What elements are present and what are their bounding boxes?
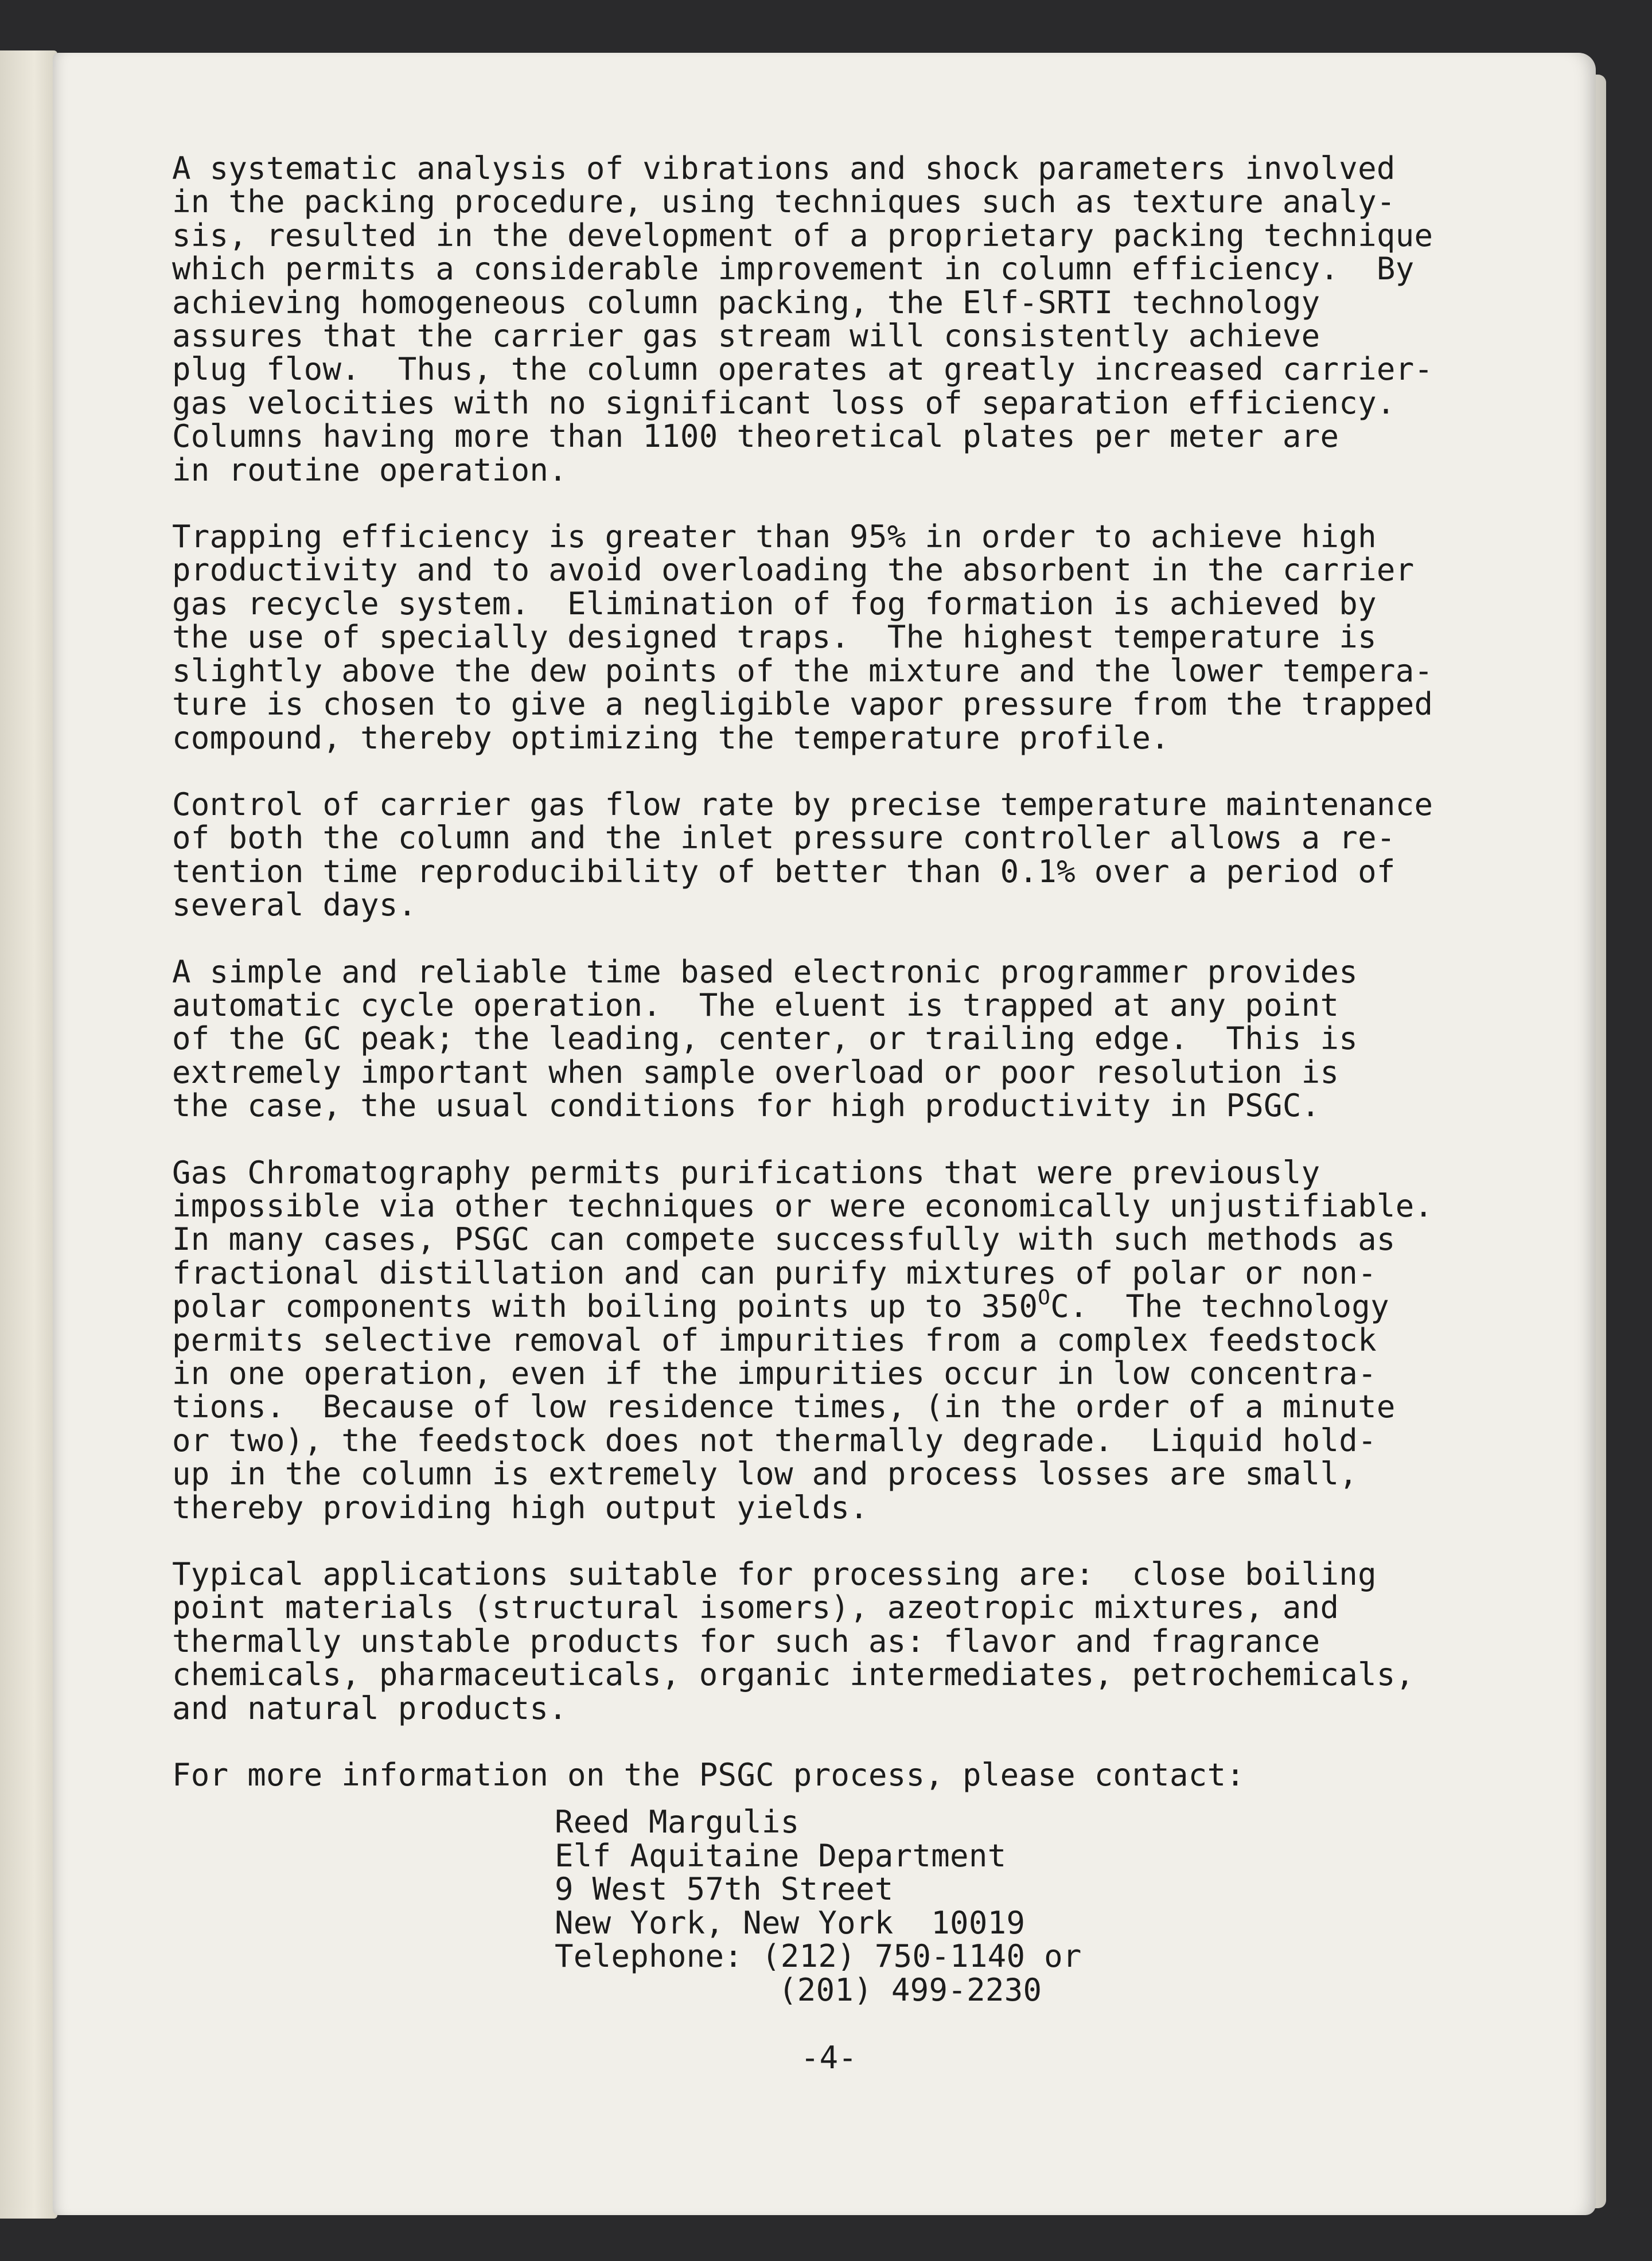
contact-intro [172, 1759, 1543, 1792]
paragraph-packing [172, 152, 1543, 487]
text-line: Trapping efficiency is greater than 95% in order to achieve high [172, 519, 1377, 555]
contact-street: 9 West 57th Street [555, 1871, 894, 1908]
text-line: and natural products. [172, 1690, 568, 1726]
text-line: slightly above the dew points of the mixture and the lower tempera- [172, 652, 1433, 689]
text-line: gas recycle system. Elimination of fog formation is achieved by [172, 585, 1377, 622]
page-body [172, 152, 1543, 2075]
text-line: automatic cycle operation. The eluent is trapped at any point [172, 987, 1339, 1023]
text-line: A systematic analysis of vibrations and shock parameters involved [172, 150, 1396, 186]
text-line: thermally unstable products for such as: flavor and fragrance [172, 1623, 1320, 1659]
text-line: or two), the feedstock does not thermally degrade. Liquid hold- [172, 1422, 1377, 1459]
text-line: productivity and to avoid overloading the absorbent in the carrier [172, 552, 1415, 588]
text-line-with-degree [172, 1286, 1543, 1325]
text-line: the use of specially designed traps. The highest temperature is [172, 619, 1377, 656]
text-line: in routine operation. [172, 451, 568, 488]
text-line: impossible via other techniques or were economically unjustifiable. [172, 1187, 1433, 1224]
text-line: permits selective removal of impurities from a complex feedstock [172, 1321, 1377, 1358]
text-line: in one operation, even if the impurities occur in low concentra- [172, 1355, 1377, 1391]
text-line: ture is chosen to give a negligible vapor pressure from the trapped [172, 686, 1433, 723]
text-line: Control of carrier gas flow rate by precise temperature maintenance [172, 786, 1433, 822]
contact-name: Reed Margulis [555, 1804, 800, 1841]
text-line: assures that the carrier gas stream will consistently achieve [172, 318, 1320, 354]
paragraph-flow-control [172, 788, 1543, 922]
contact-phone: Telephone: (212) 750-1140 or [555, 1938, 1082, 1975]
text-line: which permits a considerable improvement in column efficiency. By [172, 251, 1415, 287]
page-number: -4- [800, 2039, 858, 2076]
text-line: Typical applications suitable for processing are: close boiling [172, 1556, 1377, 1593]
paragraph-purification [172, 1156, 1543, 1525]
text-line: chemicals, pharmaceuticals, organic intermediates, petrochemicals, [172, 1656, 1415, 1693]
contact-intro-text: For more information on the PSGC process, please contact: [172, 1757, 1245, 1794]
text-line: In many cases, PSGC can compete successfully with such methods as [172, 1221, 1396, 1258]
text-line: of both the column and the inlet pressure controller allows a re- [172, 820, 1396, 856]
degree-symbol: O [1038, 1286, 1051, 1310]
text-line: Gas Chromatography permits purifications that were previously [172, 1154, 1320, 1191]
text-line: extremely important when sample overload or poor resolution is [172, 1054, 1339, 1090]
text-line: A simple and reliable time based electronic programmer provides [172, 953, 1358, 990]
text-line: several days. [172, 887, 417, 923]
contact-city: New York, New York 10019 [555, 1904, 1026, 1941]
text-fragment: polar components with boiling points up to 350 [172, 1288, 1038, 1325]
text-line: gas velocities with no significant loss of separation efficiency. [172, 384, 1396, 421]
text-line: Columns having more than 1100 theoretical plates per meter are [172, 418, 1339, 455]
paragraph-trapping [172, 520, 1543, 755]
contact-phone-alt: (201) 499-2230 [778, 1971, 1042, 2008]
text-line: up in the column is extremely low and process losses are small, [172, 1456, 1358, 1492]
text-line: tions. Because of low residence times, (in the order of a minute [172, 1389, 1396, 1425]
text-line: thereby providing high output yields. [172, 1489, 868, 1526]
text-line: achieving homogeneous column packing, the Elf-SRTI technology [172, 284, 1320, 321]
facing-page-edge [0, 50, 57, 2219]
text-fragment: C. The technology [1050, 1288, 1389, 1325]
paragraph-applications [172, 1558, 1543, 1725]
text-line: in the packing procedure, using techniques such as texture analy- [172, 184, 1396, 220]
text-line: tention time reproducibility of better than 0.1% over a period of [172, 853, 1396, 890]
text-line: sis, resulted in the development of a proprietary packing technique [172, 217, 1433, 254]
text-line: fractional distillation and can purify mixtures of polar or non- [172, 1254, 1377, 1291]
text-line: plug flow. Thus, the column operates at greatly increased carrier- [172, 351, 1433, 388]
paragraph-programmer [172, 953, 1543, 1124]
text-line: the case, the usual conditions for high productivity in PSGC. [172, 1087, 1320, 1124]
text-line: of the GC peak; the leading, center, or trailing edge. This is [172, 1020, 1358, 1057]
contact-department: Elf Aquitaine Department [555, 1837, 1007, 1874]
text-line: point materials (structural isomers), azeotropic mixtures, and [172, 1589, 1339, 1626]
contact-address-block [555, 1806, 1543, 2006]
text-line: compound, thereby optimizing the temperature profile. [172, 719, 1170, 756]
